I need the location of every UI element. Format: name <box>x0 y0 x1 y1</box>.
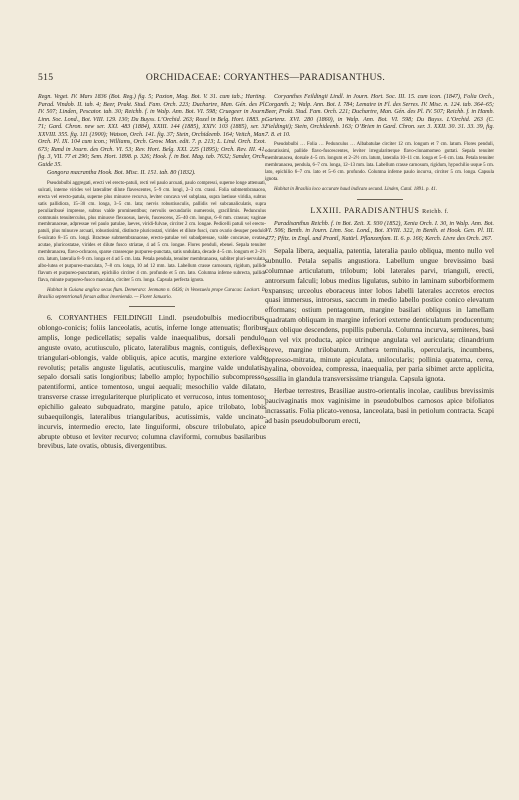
right-column <box>265 94 494 425</box>
genus-heading <box>265 206 494 217</box>
left-column <box>38 94 266 452</box>
genus-references: Paradisanthus Reichb. f. in Bot. Zeit. X. 930 (1852), Xenia Orch. I. 30, in Walp. Ann. Bot. VI. 506; Benth. in Journ. Linn. Soc. Lond., Bot. XVIII. 322, in Benth. et Hook. Gen. Pl. III. 477; Pfitz. in Engl. und Prantl, Natürl. Pflanzenfam. II. 6. p. 166; Kerch. Livre des Orch. 267. <box>265 220 494 242</box>
running-header <box>38 72 493 86</box>
page-number-left: 515 <box>38 72 54 83</box>
genus-title: LXXIII. PARADISANTHUS <box>310 205 420 215</box>
habitat-right: Habitat in Brasilia loco accurate haud indicato secund. Linden, Catal. 1891. p. 41. <box>274 186 438 192</box>
references-2: Gongora macrantha Hook. Bot. Misc. II. 151. tab. 80 (1832). <box>47 170 196 177</box>
divider-right <box>357 199 403 200</box>
divider <box>129 306 175 307</box>
description: Pseudobulbi aggregati, erecti vel erecto-patuli, recti vel paulo arcuati, paulo compressi, superne longe attenuati, sulcati, interne virides vel lateraliter dilute flavescentes, 5–9 cm. longi, 2–3 cm. crassi. Folia submembranacea, erecta vel erecto-patula, superne plus minusve recurva, leviter concava vel subplana, supra laetiuse viridia, subtus satis pallidiora, 15–30 cm. longa, 3–5 cm. lata; nervis robustiusculis, pallidis vel subcanaliculatis, supra peculiaribusé impresse, subtus valde prominentibus; nervulis secundariis numerosis, gracillimis. Pedunculus communis tenuiterculus, plus minusve flexuosus, laevis, fuscescens, 25–40 cm. longus, 6–8 mm. crassus; vaginae membranaceae, adpressae vel paulo patulae, laeves, viridi-fulvae, circiter 2 cm. longae. Pedicelli patuli vel erecto-patuli, plus minusve arcuati, robustissimi, distincte pluricostati, virides et dilute fusci, cum ovario desuper pendulo 6-sulcato 8–15 cm. longi. Bracteae submembranaceae, erecto-patulae vel subadpressae, valde concavae, ovatae, acutae, pluricostatae, virides et dilute fusco striatae, 4 ad 5 cm. longae. Flores penduli, ebenei. Sepala tenuiter membranacea, flavo-ochracea, sparse crassesque purpureo-punctata, satis undulata, decade 4–5 cm. longum et 2–2½ cm. latum, lateralia 8–9 cm. longa et 4 ad 5 cm. lata. Petala pendula, tenuiter membranacea, subliter pluri-nervulata, albo-lutea et purpureo-maculata, 7–8 cm. longa, 10 ad 12 mm. lata. Labellum crasse carnosum, rigidum, pallide flavum et purpureo-punctatum, epichilio circiter 4 cm. profundo et 5 cm. lato. Columna inferne subrecta, pallide flava, minute purpureo-fusco maculata, circiter 5 cm. longa. Capsula perfecta ignota. <box>38 181 266 283</box>
genus-authority: Reichb. f. <box>422 208 449 215</box>
species-diagnosis: 6. CORYANTHES FEILDINGII Lindl. pseudobulbis mediocribus, oblongo-conicis; foliis lanceolatis, acutis, inferne longe attenuatis; floribus amplis, longe pedicellatis; sepalis valde inaequalibus, dorsali pendulo, anguste ovato, acutiusculo, plicato, lateralibus magnis, contiguis, deflexis, triangulari-oblongis, valde obliquis, apice acutis, margine exteriore valde revolutis; petalis anguste ligulatis, acutiusculis, margine valde undulatis, sepalo dorsali satis longioribus; labello amplo; hypochilio subcompresso, patentiformi, antice tomentoso, ungui aequali; mesochilio valde dilatato, transverse crasse irregulariterque pluriplicato et verrucoso, intus tomentoso; epichilio galeato subquadrato, margine patulo, apice trilobato, lobis subaequilongis, lateralibus triangularibus, acutissimis, valde uncinato-incurvis, intermedio erecto, late linguiformi, obscure trilobulato, apice abrupte obtuso et leviter recurvo; columna claviformi, cornubus basilaribus brevibus, late ovatis, obtusis, divergentibus. <box>38 313 266 451</box>
genus-habit: Herbae terrestres, Brasiliae austro-orientalis incolae, caulibus brevissimis paucivaginatis mox vaginisime in pseudobulbos carnosos apice bifoliatos incrassatis. Folia plicato-venosa, lanceolata, basi in petiolum contracta. Scapi ad basin pseudobulborum erecti, <box>265 386 494 425</box>
running-title: ORCHIDACEAE: CORYANTHES—PARADISANTHUS. <box>145 72 386 83</box>
references-right: Coryanthes Feildingii Lindl. in Journ. Hort. Soc. III. 15. cum icon. (1847), Folia Orch., Corganth. 2; Walp. Ann. Bot. I. 784; Lemaire in Fl. des Serres. IV. Misc. n. 124. tab. 364–65; Beer, Prakt. Stud. Fam. Orch. 221; Duchartre, Man. Gén. des Pl. IV. 507; Reichb. f. in Hamb. Gartenz. XVI. 280 (1860), in Walp. Ann. Bot. VI. 598; Du Buyss. L’Orchid. 263 (C. Fieldingii); Stein, Orchideenb. 163; O’Brien in Gard. Chron. ser. 3. XXII. 30. 31. 33. 39, fig. 7. 8. et 10. <box>265 94 494 138</box>
references-1: Regn. Veget. IV. Mars 1836 (Bot. Reg.) fig. 5; Paxton, Mag. Bot. V. 31. cum tab.; Harting. Parad. Vindob. II. tab. 4; Beer, Prakt. Stud. Fam. Orch. 223; Duchartre, Man. Gén. des Pl. IV. 507; Linden, Pescator. tab. 30; Reichb. f. in Walp. Ann. Bot. VI. 598; Cruegeer in Journ. Linn. Soc. Lond., Bot. VIII. 129. 130; Du Buyss. L’Orchid. 263; Rozel in Belg. Hort. 1883. p. 71; Gard. Chron. new ser. XXI. 483 (1884), XXIII. 144 (1885), XXIV. 103 (1885), ser. 3. XXVIII. 355. fig. 111 (1900); Watson, Orch. 141. fig. 37; Stein, Orchideenb. 164; Veitch, Man. Orch. Pl. IX. 104 cum icon.; Williams, Orch. Grow. Man. edit. 7. p. 213; L. Lind. Orch. Exot. 673; Rand in Journ. des Orch. VI. 53; Rev. Hort. Belg. XXI. 225 (1895); Orch. Rev. III. 41. fig. 3, VII. 77 et 290; Sem. Hort. 1898. p. 326; Hook. f. in Bot. Mag. tab. 7632; Sander, Orch. Guide 35. <box>38 94 266 168</box>
description-right: Pseudobulbi … Folia … Pedunculus … Albabatulae circiter 12 cm. longum et 7 cm. latum. Flores penduli, odoratissimi, pallide flavo-fuscescentes, leviter irregulariterque flavo-cinnamomeo guttati. Sepala tenuiter membranacea, dorsale 4–5 cm. longum et 2–2½ cm. latum, lateralia 10–11 cm. longa et 5–6 cm. lata. Petala tenuiter membranacea, pendula, 6–7 cm. longa, 12–13 mm. lata. Labellum crasse carnosum, rigidum, hypochilio usque 5 cm. lato, epichilio 6–7 cm. lato et 5–6 cm. profundo. Columna inferne paulo incurva, circiter 5 cm. longa. Capsula ignota. <box>265 142 494 182</box>
habitat-note: Habitat in Guiana anglica secus flum. Demerara: Jenmann n. 6436; in Venezuela prope Caracas: Lockart. In Brasilia septentrionali forsan adhuc invenienda. — Floret Januario. <box>38 287 266 300</box>
genus-description: Sepala libera, aequalia, patentia, lateralia paulo obliqua, mento nullo vel subnullo. Petala sepalis angustiora. Labellum ungue brevissimo basi columnae articulatum, trilobum; lobi laterales parvi, trianguli, erecti, antrorsum falculi; lobus medius ligulatus, subito in laminam suborbiformem expansus; urceolus eboraceus inter lobos labelli laterales accretos erectos quasi immersus, introrsus, saccum in medio labello postice conico elevatum efformans; ostium pentagonum, margine basilari obliquus in lamellam quadratam obliquam in margine inferiori externe denticulatum producentum; faux oblique descendens, pupillis puberula. Columna incurva, semiteres, basi non vel vix producta, apice utrinque angulata vel auriculata; clinandrium breve, margine trilobatum. Anthera terminalis, opercularis, incumbens, depresso-mitrata, minute apiculata, unilocularis; pollinia quaterna, cerea, hyalina, obovoidea, compressa, inaequalia, per paria sibimet arcte applicita, sessilia in glandula transversissime triangula. Capsula ignota. <box>265 246 494 384</box>
